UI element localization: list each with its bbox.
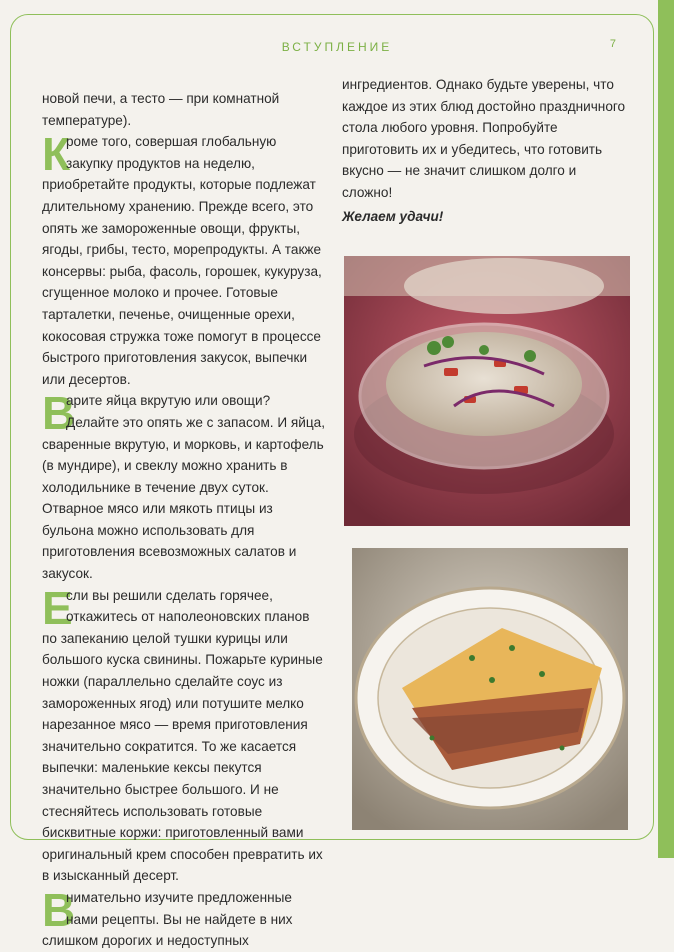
left-column <box>42 88 326 952</box>
drop-cap: Е <box>42 581 73 634</box>
salad-photo <box>344 256 630 526</box>
paragraph-2 <box>42 387 326 584</box>
paragraph-4 <box>42 883 326 952</box>
paragraph-text: нимательно изучите предложенные нами рецепты. Вы не найдете в них слишком дорогих и недоступных <box>42 889 293 949</box>
intro-paragraph: новой печи, а тесто — при комнатной температуре). <box>42 91 280 128</box>
paragraph-text: арите яйца вкрутую или овощи? Делайте это опять же с запасом. И яйца, сваренные вкрутую, и морковь, и картофель (в мундире), и свеклу можно хранить в холодильнике в течение двух суток. Отварное мясо или мякоть птицы из бульона можно использовать для приготовления всевозможных салатов и закусок. <box>42 393 325 582</box>
drop-cap: В <box>42 387 76 440</box>
drop-cap: К <box>42 128 71 181</box>
right-column <box>342 74 626 227</box>
page-number: 7 <box>609 38 616 50</box>
right-paragraph: ингредиентов. Однако будьте уверены, что каждое из этих блюд достойно праздничного стола любого уровня. Попробуйте приготовить их и убедитесь, что готовить вкусно — не значит слишком долго и сложно! <box>342 77 626 200</box>
section-title: ВСТУПЛЕНИЕ <box>281 40 393 54</box>
paragraph-text: роме того, совершая глобальную закупку продуктов на неделю, приобретайте продукты, которые подлежат длительному хранению. Прежде всего, это опять же замороженные овощи, фрукты, ягоды, грибы, тесто, морепродукты. А также консервы: рыба, фасоль, горошек, кукуруза, сгущенное молоко и прочее. Готовые тарталетки, печенье, очищенные орехи, кокосовая стружка тоже помогут в процессе быстрого приготовления закусок, выпечки или десертов. <box>42 134 322 387</box>
paragraph-text: сли вы решили сделать горячее, откажитесь от наполеоновских планов по запеканию целой тушки курицы или большого куска свинины. Пожарьте куриные ножки (параллельно сделайте соус из замороженных ягод) или потушите мелко нарезанное мясо — время приготовления значительно сократится. То же касается выпечки: маленькие кексы пекутся значительно быстрее большого. И не стесняйтесь использовать готовые бисквитные коржи: приготовленный вами оригинальный крем способен превратить их в изысканный десерт. <box>42 587 323 884</box>
paragraph-1 <box>42 128 326 390</box>
wish-text: Желаем удачи! <box>342 208 444 224</box>
casserole-photo <box>352 548 628 830</box>
drop-cap: В <box>42 883 76 936</box>
paragraph-3 <box>42 581 326 887</box>
side-bar <box>658 0 674 858</box>
